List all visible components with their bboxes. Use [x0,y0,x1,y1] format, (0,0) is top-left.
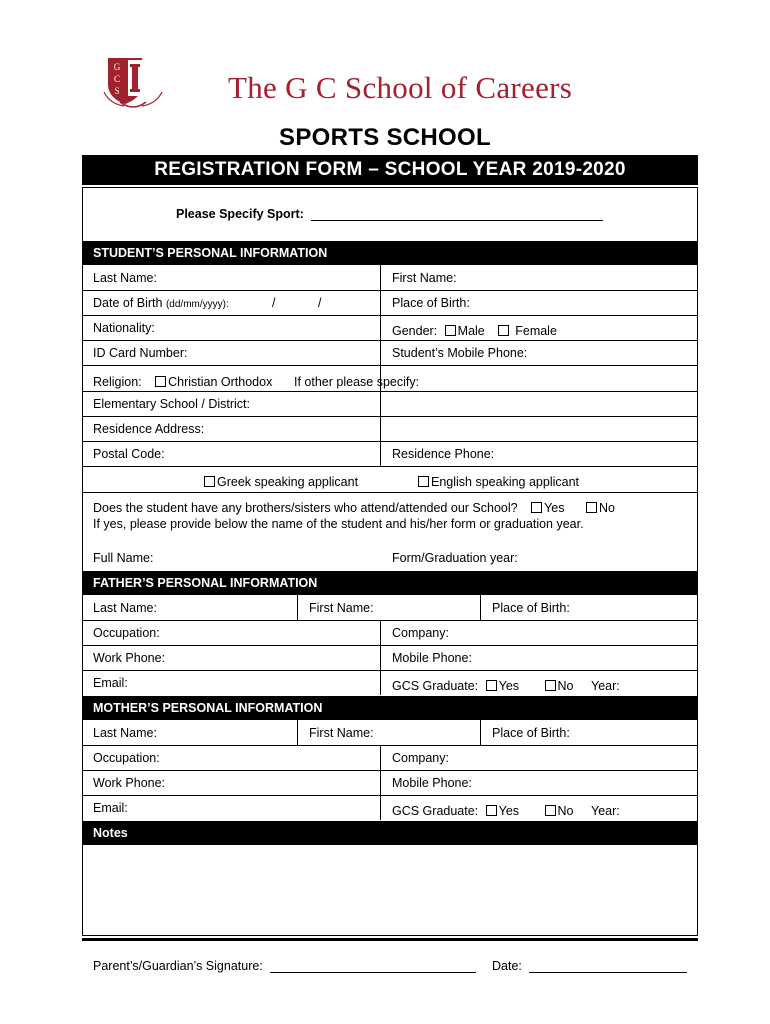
date-row [492,959,687,973]
postal-code-field[interactable]: Postal Code: [93,447,165,461]
svg-text:G: G [113,62,121,72]
student-first-name-field[interactable]: First Name: [392,271,457,285]
mother-first-name-field[interactable]: First Name: [309,726,374,740]
signature-label: Parent’s/Guardian’s Signature: [93,959,263,973]
row-divider [82,340,698,341]
greek-applicant-label: Greek speaking applicant [217,475,359,489]
elementary-school-field[interactable]: Elementary School / District: [93,397,250,411]
residence-phone-field[interactable]: Residence Phone: [392,447,495,461]
greek-applicant-checkbox[interactable] [204,476,215,487]
siblings-yes-label: Yes [544,501,565,515]
column-divider [380,745,381,820]
sport-field[interactable] [311,208,603,221]
father-place-of-birth-field[interactable]: Place of Birth: [492,601,570,615]
column-divider [480,720,481,745]
mother-gcs-graduate-row [392,804,620,818]
page-title: SPORTS SCHOOL [279,124,491,151]
english-applicant-option [418,475,579,489]
row-divider [82,645,698,646]
column-divider [380,265,381,466]
father-gcs-yes-checkbox[interactable] [486,680,497,691]
school-name: The G C School of Careers [228,70,573,105]
father-email-field[interactable]: Email: [93,676,128,690]
sport-label: Please Specify Sport: [176,207,304,221]
siblings-no-label: No [598,501,615,515]
mother-gcs-yes-checkbox[interactable] [486,805,497,816]
school-crest-logo [102,54,164,114]
gender-female-label: Female [515,324,557,338]
column-divider [380,620,381,695]
row-divider [82,290,698,291]
student-mobile-field[interactable]: Student’s Mobile Phone: [392,346,528,360]
form-subtitle: REGISTRATION FORM – SCHOOL YEAR 2019-2020 [82,155,698,185]
column-divider [297,595,298,620]
row-divider [82,441,698,442]
father-section-header: FATHER’S PERSONAL INFORMATION [82,571,698,595]
english-applicant-checkbox[interactable] [418,476,429,487]
siblings-question-text: Does the student have any brothers/sisters who attend/attended our School? [93,501,518,515]
sibling-graduation-year-field[interactable]: Form/Graduation year: [392,551,518,565]
religion-label: Religion: [93,375,142,389]
row-divider [82,492,698,493]
row-divider [82,416,698,417]
form-bottom-rule [82,938,698,941]
student-dob-field[interactable] [93,296,229,310]
row-divider [82,670,698,671]
student-gender-row [392,324,557,338]
row-divider [82,391,698,392]
student-nationality-field[interactable]: Nationality: [93,321,155,335]
siblings-instruction: If yes, please provide below the name of the student and his/her form or graduation year. [93,517,584,531]
religion-orthodox-label: Christian Orthodox [168,375,273,389]
row-divider [82,770,698,771]
religion-orthodox-checkbox[interactable] [155,376,166,387]
student-religion-row [93,375,272,389]
dob-label: Date of Birth [93,296,163,310]
row-divider [82,315,698,316]
mother-graduation-year-field[interactable]: Year: [591,804,620,818]
residence-address-field[interactable]: Residence Address: [93,422,205,436]
father-gcs-graduate-row [392,679,620,693]
mother-mobile-phone-field[interactable]: Mobile Phone: [392,776,472,790]
student-last-name-field[interactable]: Last Name: [93,271,157,285]
siblings-yes-checkbox[interactable] [531,502,542,513]
father-last-name-field[interactable]: Last Name: [93,601,157,615]
father-graduation-year-field[interactable]: Year: [591,679,620,693]
gender-female-checkbox[interactable] [498,325,509,336]
notes-area[interactable] [83,846,697,934]
dob-format: (dd/mm/yyyy): [165,299,229,310]
svg-text:S: S [114,86,120,96]
notes-section-header: Notes [82,821,698,845]
english-applicant-label: English speaking applicant [431,475,580,489]
father-mobile-phone-field[interactable]: Mobile Phone: [392,651,472,665]
father-first-name-field[interactable]: First Name: [309,601,374,615]
signature-field[interactable] [270,960,476,973]
sibling-full-name-field[interactable]: Full Name: [93,551,154,565]
date-field[interactable] [529,960,687,973]
gender-label: Gender: [392,324,438,338]
gender-male-label: Male [457,324,485,338]
dob-slash: / [318,296,322,310]
siblings-no-checkbox[interactable] [586,502,597,513]
date-label: Date: [492,959,522,973]
gcs-no-label: No [557,679,574,693]
father-company-field[interactable]: Company: [392,626,449,640]
siblings-question [93,501,615,515]
student-section-header: STUDENT’S PERSONAL INFORMATION [82,241,698,265]
mother-section-header: MOTHER’S PERSONAL INFORMATION [82,696,698,720]
father-work-phone-field[interactable]: Work Phone: [93,651,166,665]
father-gcs-no-checkbox[interactable] [545,680,556,691]
mother-place-of-birth-field[interactable]: Place of Birth: [492,726,570,740]
row-divider [82,466,698,467]
mother-last-name-field[interactable]: Last Name: [93,726,157,740]
mother-email-field[interactable]: Email: [93,801,128,815]
mother-company-field[interactable]: Company: [392,751,449,765]
column-divider [297,720,298,745]
svg-text:C: C [113,74,121,84]
mother-gcs-no-checkbox[interactable] [545,805,556,816]
father-occupation-field[interactable]: Occupation: [93,626,160,640]
gender-male-checkbox[interactable] [445,325,456,336]
gcs-no-label: No [557,804,574,818]
religion-other-field[interactable]: If other please specify: [294,375,420,389]
gcs-yes-label: Yes [498,804,520,818]
signature-row [93,959,476,973]
student-id-card-field[interactable]: ID Card Number: [93,346,188,360]
row-divider [82,745,698,746]
greek-applicant-option [204,475,358,489]
gcs-graduate-label: GCS Graduate: [392,804,479,818]
mother-occupation-field[interactable]: Occupation: [93,751,160,765]
mother-work-phone-field[interactable]: Work Phone: [93,776,166,790]
student-place-of-birth-field[interactable]: Place of Birth: [392,296,470,310]
gcs-graduate-label: GCS Graduate: [392,679,479,693]
row-divider [82,795,698,796]
gcs-yes-label: Yes [498,679,520,693]
dob-slash: / [272,296,276,310]
column-divider [480,595,481,620]
sport-row [176,207,603,221]
row-divider [82,365,698,366]
row-divider [82,620,698,621]
